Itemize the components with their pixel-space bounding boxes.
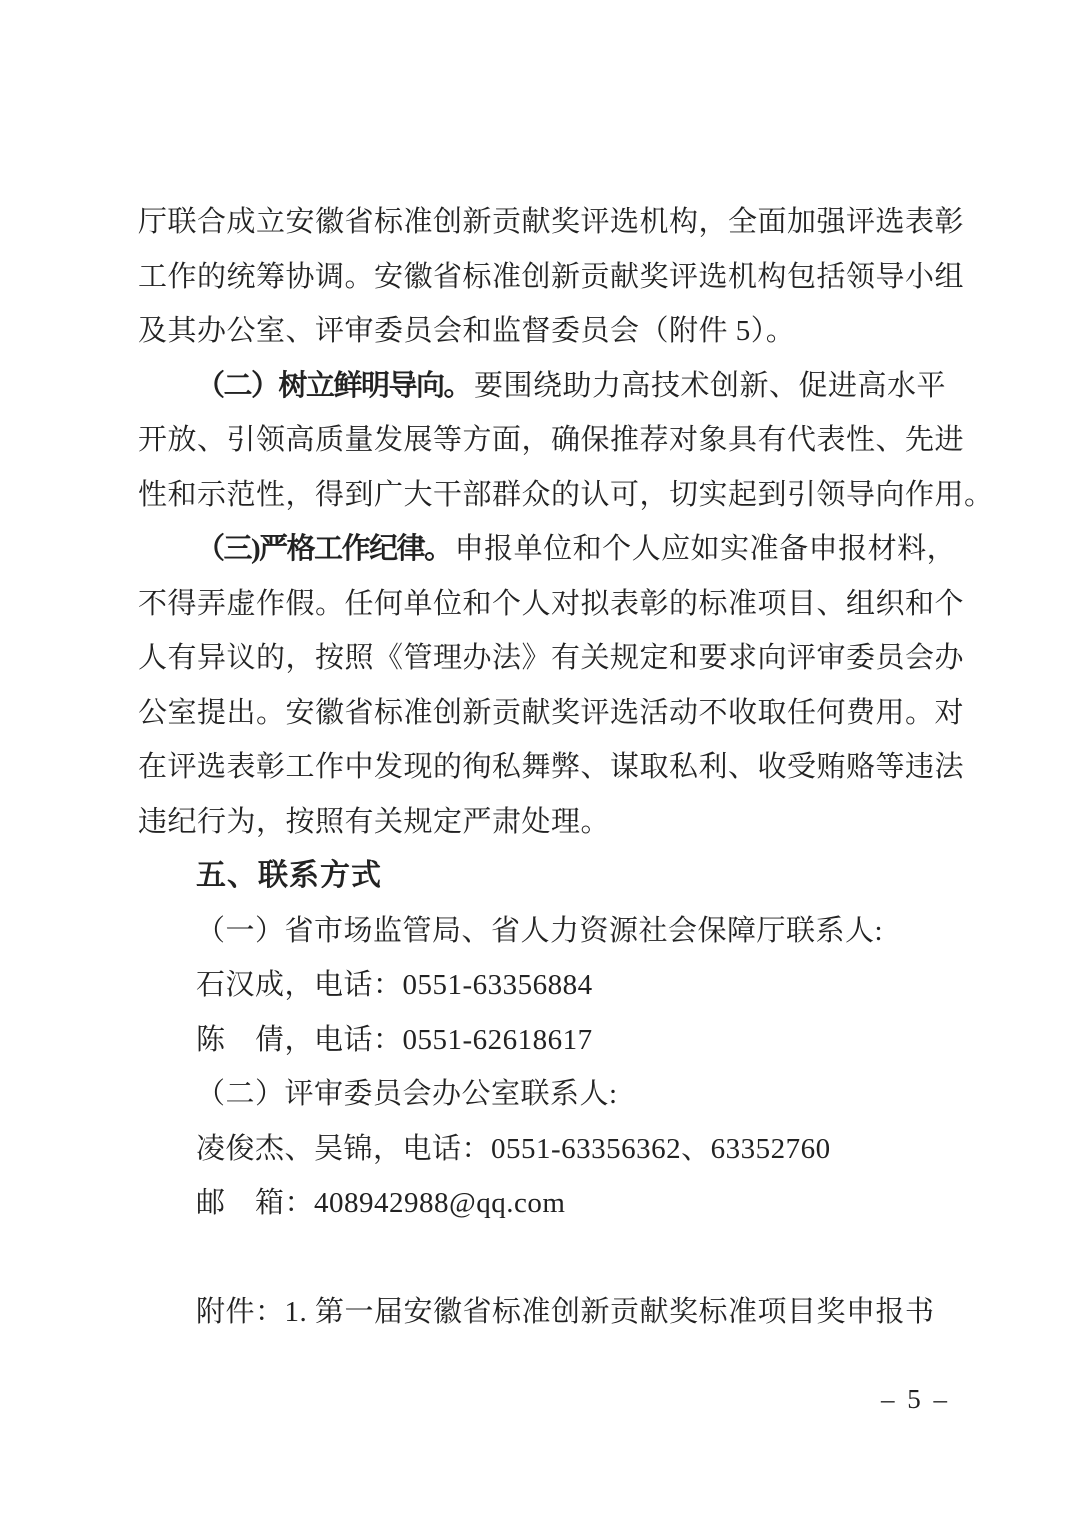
text-segment: 邮 箱：408942988@qq.com: [196, 1187, 566, 1219]
text-segment: （三)严格工作纪律。: [196, 533, 452, 565]
text-segment: （一）省市场监管局、省人力资源社会保障厅联系人:: [196, 914, 884, 947]
text-segment: 人有异议的，按照《管理办法》有关规定和要求向评审委员会办: [138, 642, 965, 674]
text-segment: 五、联系方式: [196, 859, 382, 892]
text-line: [138, 250, 998, 305]
text-segment: 开放、引领高质量发展等方面，确保推荐对象具有代表性、先进: [138, 424, 965, 456]
text-line: [138, 1176, 998, 1231]
text-line: [138, 958, 998, 1013]
text-segment: 要围绕助力高技术创新、促进高水平: [474, 369, 947, 402]
text-segment: 在评选表彰工作中发现的徇私舞弊、谋取私利、收受贿赂等违法: [138, 751, 965, 783]
text-segment: 及其办公室、评审委员会和监督委员会（附件 5）。: [138, 315, 796, 347]
text-line: [138, 795, 998, 850]
text-line: [138, 304, 998, 359]
text-segment: 陈 倩，电话：0551-62618617: [196, 1023, 593, 1056]
text-segment: （二）评审委员会办公室联系人:: [196, 1078, 618, 1110]
text-segment: 凌俊杰、吴锦，电话：0551-63356362、63352760: [196, 1132, 831, 1165]
text-line: [138, 1067, 998, 1122]
text-line: [138, 740, 998, 795]
text-line: [138, 1122, 998, 1177]
text-line: [138, 1013, 998, 1068]
document-body: [138, 195, 998, 1340]
text-segment: 公室提出。安徽省标准创新贡献奖评选活动不收取任何费用。对: [138, 696, 965, 729]
text-segment: 工作的统筹协调。安徽省标准创新贡献奖评选机构包括领导小组: [138, 260, 965, 293]
text-segment: 违纪行为，按照有关规定严肃处理。: [138, 805, 611, 838]
text-line: [138, 195, 998, 250]
text-segment: 石汉成，电话：0551-63356884: [196, 969, 593, 1001]
text-line: [138, 577, 998, 632]
text-line: [138, 904, 998, 959]
page-number: – 5 –: [881, 1384, 950, 1414]
text-segment: （二）树立鲜明导向。: [196, 369, 472, 402]
text-line: [138, 359, 998, 414]
blank-line: [138, 1231, 998, 1286]
text-segment: 厅联合成立安徽省标准创新贡献奖评选机构，全面加强评选表彰: [138, 206, 965, 238]
text-line: [138, 413, 998, 468]
text-line: [138, 631, 998, 686]
text-segment: 性和示范性，得到广大干部群众的认可，切实起到引领导向作用。: [138, 478, 994, 511]
text-segment: 不得弄虚作假。任何单位和个人对拟表彰的标准项目、组织和个: [138, 587, 965, 620]
text-line: [138, 849, 998, 904]
text-line: [138, 686, 998, 741]
text-segment: 附件：1. 第一届安徽省标准创新贡献奖标准项目奖申报书: [196, 1296, 935, 1328]
text-segment: 申报单位和个人应如实准备申报材料，: [454, 533, 957, 565]
text-line: [138, 1285, 998, 1340]
text-line: [138, 468, 998, 523]
text-line: [138, 522, 998, 577]
